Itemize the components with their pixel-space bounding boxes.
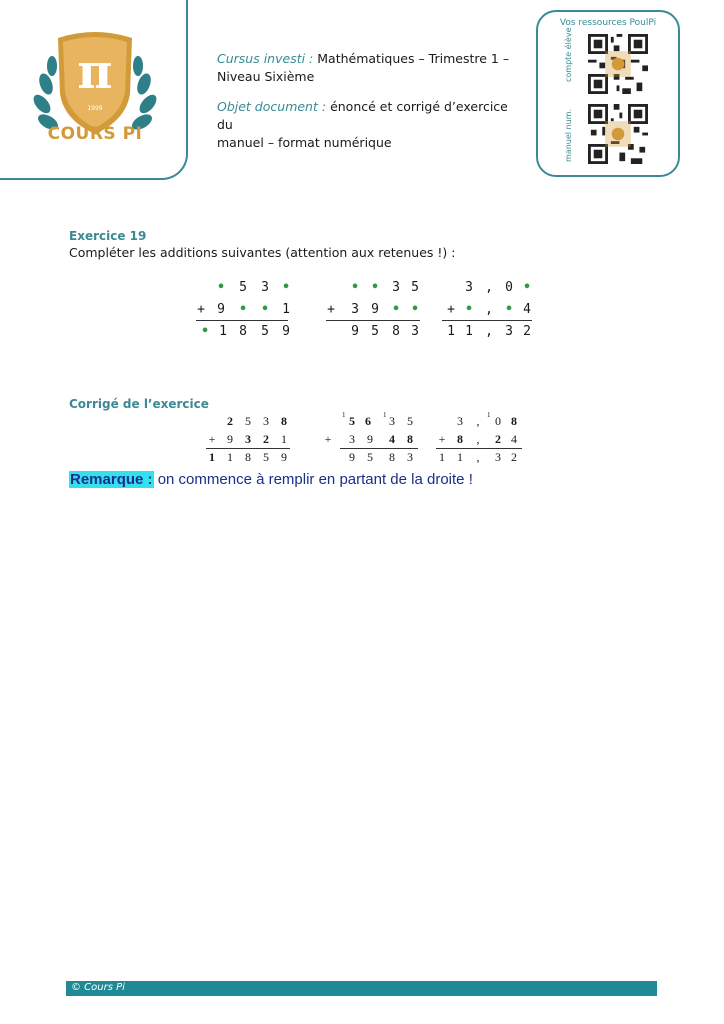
digit: 5 [349, 414, 355, 428]
svg-text:π: π [77, 44, 113, 100]
blank-digit[interactable]: • [465, 302, 473, 317]
objet-value-2: manuel – format numérique [217, 135, 392, 150]
digit: 3 [465, 280, 473, 295]
digit: 1 [439, 450, 445, 464]
blank-digit[interactable]: • [201, 324, 209, 339]
digit: 1 [281, 432, 287, 446]
blank-digit[interactable]: • [351, 280, 359, 295]
sum-line [442, 320, 532, 321]
digit: 2 [523, 324, 531, 339]
blank-digit[interactable]: • [282, 280, 290, 295]
digit: 8 [511, 414, 517, 428]
digit: 9 [371, 302, 379, 317]
digit: 9 [281, 450, 287, 464]
digit: 9 [227, 432, 233, 446]
digit: 3 [245, 432, 251, 446]
digit: 5 [411, 280, 419, 295]
carry-digit: 1 [487, 411, 491, 419]
digit: 8 [392, 324, 400, 339]
qr-code-icon[interactable] [588, 104, 648, 164]
digit: 3 [261, 280, 269, 295]
compte-eleve-label: compte élève [564, 27, 573, 82]
cursus-value-2: Niveau Sixième [217, 69, 315, 84]
digit: 5 [371, 324, 379, 339]
plus-sign: + [324, 432, 332, 446]
digit: 8 [281, 414, 287, 428]
digit: 8 [457, 432, 463, 446]
digit: 0 [495, 414, 501, 428]
cursus-line [217, 50, 517, 68]
cursus-label: Cursus investi : [217, 51, 314, 66]
digit: 3 [349, 432, 355, 446]
digit: 0 [505, 280, 513, 295]
blank-digit[interactable]: • [505, 302, 513, 317]
plus-sign: + [438, 432, 446, 446]
comma: , [485, 280, 493, 295]
digit: 6 [365, 414, 371, 428]
plus-sign: + [327, 302, 335, 317]
digit: 3 [351, 302, 359, 317]
digit: 3 [495, 450, 501, 464]
sum-line [436, 448, 522, 449]
comma: , [476, 450, 480, 464]
carry-digit: 1 [383, 411, 387, 419]
manuel-num-label: manuel num. [564, 109, 573, 162]
digit: 8 [407, 432, 413, 446]
digit: 4 [523, 302, 531, 317]
sum-line [326, 320, 420, 321]
digit: 1 [282, 302, 290, 317]
svg-text:1999: 1999 [87, 105, 103, 112]
digit: 3 [505, 324, 513, 339]
digit: 5 [367, 450, 373, 464]
blank-digit[interactable]: • [392, 302, 400, 317]
resources-box [536, 10, 680, 177]
qr-code-icon[interactable] [588, 34, 648, 94]
digit: 3 [392, 280, 400, 295]
digit: 3 [457, 414, 463, 428]
digit: 8 [389, 450, 395, 464]
digit: 1 [227, 450, 233, 464]
digit: 1 [447, 324, 455, 339]
sum-line [206, 448, 290, 449]
footer-bar [66, 981, 657, 996]
digit: 3 [389, 414, 395, 428]
remark-text: on commence à remplir en partant de la droite ! [153, 471, 473, 488]
remark [69, 471, 473, 488]
exercise-instruction: Compléter les additions suivantes (attention aux retenues !) : [69, 245, 456, 260]
digit: 8 [245, 450, 251, 464]
comma: , [476, 414, 480, 428]
resources-title: Vos ressources PoulPi [559, 18, 657, 28]
digit: 3 [411, 324, 419, 339]
sum-line [196, 320, 288, 321]
comma: , [476, 432, 480, 446]
sum-line [340, 448, 418, 449]
blank-digit[interactable]: • [371, 280, 379, 295]
remark-label: Remarque : [70, 471, 153, 488]
plus-sign: + [197, 302, 205, 317]
carry-digit: 1 [342, 411, 346, 419]
digit: 9 [351, 324, 359, 339]
objet-label: Objet document : [217, 99, 327, 114]
digit: 3 [263, 414, 269, 428]
document-info [217, 50, 517, 152]
blank-digit[interactable]: • [523, 280, 531, 295]
digit: 4 [389, 432, 395, 446]
exercise-title: Exercice 19 [69, 229, 147, 243]
digit: 8 [239, 324, 247, 339]
digit: 5 [239, 280, 247, 295]
digit: 4 [511, 432, 517, 446]
blank-digit[interactable]: • [261, 302, 269, 317]
digit: 5 [261, 324, 269, 339]
digit: 9 [367, 432, 373, 446]
blank-digit[interactable]: • [217, 280, 225, 295]
correction-title: Corrigé de l’exercice [69, 397, 209, 411]
digit: 1 [209, 450, 215, 464]
digit: 2 [511, 450, 517, 464]
blank-digit[interactable]: • [239, 302, 247, 317]
blank-digit[interactable]: • [411, 302, 419, 317]
digit: 3 [407, 450, 413, 464]
footer-copyright: © Cours Pi [71, 982, 125, 993]
digit: 5 [407, 414, 413, 428]
objet-value-1: énoncé et corrigé d’exercice du [217, 99, 508, 132]
comma: , [485, 302, 493, 317]
digit: 1 [465, 324, 473, 339]
digit: 5 [245, 414, 251, 428]
digit: 9 [282, 324, 290, 339]
digit: 5 [263, 450, 269, 464]
digit: 2 [227, 414, 233, 428]
cursus-value-1: Mathématiques – Trimestre 1 – [317, 51, 510, 66]
digit: 1 [219, 324, 227, 339]
plus-sign: + [208, 432, 216, 446]
logo-text: COURS PI [47, 124, 143, 144]
objet-line [217, 98, 517, 134]
digit: 9 [217, 302, 225, 317]
digit: 2 [263, 432, 269, 446]
plus-sign: + [447, 302, 455, 317]
digit: 9 [349, 450, 355, 464]
digit: 1 [457, 450, 463, 464]
comma: , [485, 324, 493, 339]
digit: 2 [495, 432, 501, 446]
